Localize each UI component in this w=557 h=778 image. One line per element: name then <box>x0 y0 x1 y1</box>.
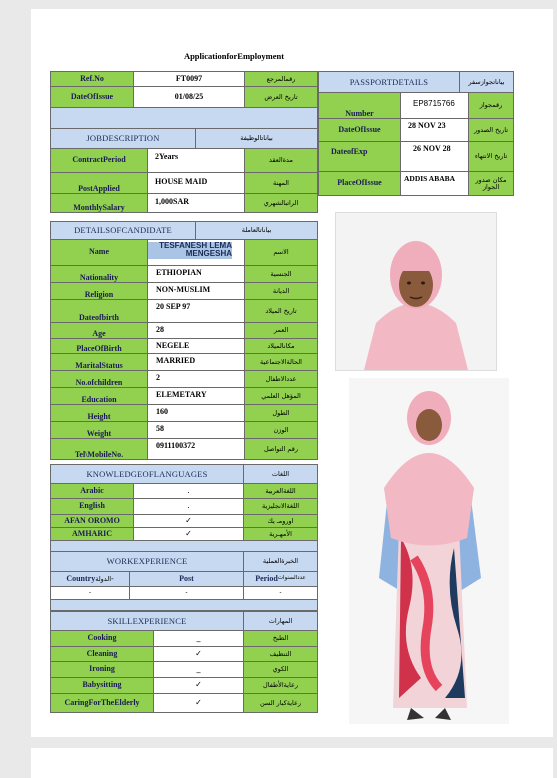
candidate-name-label: Name <box>50 239 148 266</box>
lang-afan-oromo-ar: اورومـ يك <box>243 514 318 528</box>
date-issue-ar: تاريخ العرض <box>244 86 318 108</box>
passport-exp-value: 26 NOV 28 <box>400 141 469 172</box>
passport-place-label: PlaceOfIssue <box>318 171 401 196</box>
ref-ar: رقمالمرجع <box>244 71 318 87</box>
candidate-placeofbirth-label: PlaceOfBirth <box>50 338 148 354</box>
col-country: Country الدولة - <box>50 571 130 587</box>
passport-issue-ar: تاريخ الصدور <box>468 118 514 142</box>
skill-cleaning-label: Cleaning <box>50 646 154 662</box>
passport-place-ar: مكان صدور الجواز <box>468 171 514 196</box>
passport-number-label: Number <box>318 92 401 119</box>
work-period-value: - <box>243 586 318 600</box>
skill-cooking-label: Cooking <box>50 630 154 647</box>
candidate-tel-mobileno--value: 0911100372 <box>147 438 245 460</box>
lang-arabic-ar: اللغةالعربية <box>243 483 318 499</box>
contract-period-ar: مدةالعقد <box>244 148 318 173</box>
lang-arabic-label: Arabic <box>50 483 134 499</box>
passport-issue-label: DateOfIssue <box>318 118 401 142</box>
work-country-value: - <box>50 586 130 600</box>
work-header: WORKEXPERIENCE <box>50 551 244 572</box>
post-applied-label: PostApplied <box>50 172 148 194</box>
languages-header-ar: اللغات <box>243 464 318 484</box>
lang-amharic-value: ✓ <box>133 527 244 541</box>
col-period-label: Period <box>255 573 278 583</box>
col-country-label: Country <box>66 573 96 583</box>
form-title: ApplicationforEmployment <box>183 51 285 61</box>
skill-caringfortheelderly-value: ✓ <box>153 693 244 713</box>
candidate-religion-ar: الديانة <box>244 282 318 300</box>
work-header-ar: الخبرةالعملية <box>243 551 318 572</box>
candidate-placeofbirth-ar: مكانالميلاد <box>244 338 318 354</box>
candidate-header: DETAILSOFCANDIDATE <box>50 221 196 240</box>
candidate-header-ar: بياناتالعاملة <box>195 221 318 240</box>
passport-header: PASSPORTDETAILS <box>318 71 460 93</box>
candidate-age-label: Age <box>50 322 148 339</box>
job-header-ar: بياناتالوظيفة <box>195 128 318 149</box>
candidate-nationality-ar: الجنسية <box>244 265 318 283</box>
lang-afan-oromo-value: ✓ <box>133 514 244 528</box>
candidate-education-label: Education <box>50 387 148 405</box>
post-applied-value: HOUSE MAID <box>147 172 245 194</box>
lang-amharic-label: AMHARIC <box>50 527 134 541</box>
candidate-dateofbirth-value: 20 SEP 97 <box>147 299 245 323</box>
candidate-placeofbirth-value: NEGELE <box>147 338 245 354</box>
skills-header-ar: المهارات <box>243 611 318 631</box>
skill-ironing-ar: الكوي <box>243 661 318 678</box>
candidate-name-value <box>147 239 245 266</box>
lang-amharic-ar: الأمهـرية <box>243 527 318 541</box>
candidate-height-ar: الطول <box>244 404 318 422</box>
skill-cooking-value: _ <box>153 630 244 647</box>
col-post: Post <box>129 571 244 587</box>
skill-ironing-value: _ <box>153 661 244 678</box>
candidate-weight-label: Weight <box>50 421 148 439</box>
full-body-photo <box>349 378 509 724</box>
candidate-name-ar: الاسم <box>244 239 318 266</box>
spacer-row <box>50 107 318 129</box>
col-period <box>243 571 318 587</box>
lang-arabic-value: . <box>133 483 244 499</box>
passport-header-ar: بياناتجوازسفر <box>459 71 514 93</box>
lang-english-ar: اللغةالانجليزية <box>243 498 318 515</box>
skill-caringfortheelderly-ar: رعايةكبار السن <box>243 693 318 713</box>
candidate-weight-ar: الوزن <box>244 421 318 439</box>
passport-place-value: ADDIS ABABA <box>400 171 469 196</box>
contract-period-value: 2Years <box>147 148 245 173</box>
candidate-education-value: ELEMETARY <box>147 387 245 405</box>
candidate-education-ar: المؤهل العلمي <box>244 387 318 405</box>
skill-ironing-label: Ironing <box>50 661 154 678</box>
candidate-name-highlight: TESFANESH LEMA MENGESHA <box>148 242 232 259</box>
candidate-religion-value: NON-MUSLIM <box>147 282 245 300</box>
skill-babysitting-label: Babysitting <box>50 677 154 694</box>
monthly-salary-label: MonthlySalary <box>50 193 148 213</box>
skill-cleaning-ar: التنظيف <box>243 646 318 662</box>
skill-babysitting-ar: رعايةالأطفال <box>243 677 318 694</box>
candidate-height-value: 160 <box>147 404 245 422</box>
col-period-ar: عددالسنوات <box>277 575 306 582</box>
date-issue-label: DateOfIssue <box>50 86 134 108</box>
work-spacer <box>50 599 318 611</box>
portrait-photo <box>335 212 497 371</box>
candidate-weight-value: 58 <box>147 421 245 439</box>
skill-cleaning-value: ✓ <box>153 646 244 662</box>
work-post-value: - <box>129 586 244 600</box>
languages-header: KNOWLEDGEOFLANGUAGES <box>50 464 244 484</box>
skill-cooking-ar: الطبخ <box>243 630 318 647</box>
col-country-ar: الدولة <box>95 574 112 583</box>
ref-value: FT0097 <box>133 71 245 87</box>
candidate-dateofbirth-label: Dateofbirth <box>50 299 148 323</box>
candidate-maritalstatus-label: MaritalStatus <box>50 353 148 371</box>
passport-issue-value: 28 NOV 23 <box>400 118 469 142</box>
monthly-salary-ar: الراتبالشهري <box>244 193 318 213</box>
candidate-nationality-label: Nationality <box>50 265 148 283</box>
candidate-tel-mobileno--label: Tel\MobileNo. <box>50 438 148 460</box>
contract-period-label: ContractPeriod <box>50 148 148 173</box>
candidate-age-value: 28 <box>147 322 245 339</box>
candidate-nationality-value: ETHIOPIAN <box>147 265 245 283</box>
candidate-no-ofchildren-value: 2 <box>147 370 245 388</box>
candidate-dateofbirth-ar: تاريخ الميلاد <box>244 299 318 323</box>
passport-number-ar: رقمجواز <box>468 92 514 119</box>
post-applied-ar: المهنة <box>244 172 318 194</box>
candidate-tel-mobileno--ar: رقم التواصل <box>244 438 318 460</box>
skill-babysitting-value: ✓ <box>153 677 244 694</box>
lang-english-value: . <box>133 498 244 515</box>
candidate-religion-label: Religion <box>50 282 148 300</box>
candidate-height-label: Height <box>50 404 148 422</box>
lang-english-label: English <box>50 498 134 515</box>
ref-label: Ref.No <box>50 71 134 87</box>
candidate-no-ofchildren-label: No.ofchildren <box>50 370 148 388</box>
portrait-photo-graphic <box>336 213 496 370</box>
next-page <box>31 748 553 778</box>
job-header: JOBDESCRIPTION <box>50 128 196 149</box>
skill-caringfortheelderly-label: CaringForTheElderly <box>50 693 154 713</box>
full-body-photo-graphic <box>349 378 509 724</box>
passport-number-value: EP8715766 <box>400 92 469 119</box>
passport-exp-ar: تاريخ الانتهاء <box>468 141 514 172</box>
candidate-age-ar: العمر <box>244 322 318 339</box>
candidate-maritalstatus-ar: الحالةالاجتماعية <box>244 353 318 371</box>
skills-header: SKILLEXPERIENCE <box>50 611 244 631</box>
candidate-maritalstatus-value: MARRIED <box>147 353 245 371</box>
candidate-no-ofchildren-ar: عددالاطفال <box>244 370 318 388</box>
date-issue-value: 01/08/25 <box>133 86 245 108</box>
monthly-salary-value: 1,000SAR <box>147 193 245 213</box>
lang-afan-oromo-label: AFAN OROMO <box>50 514 134 528</box>
passport-exp-label: DateofExp <box>318 141 401 172</box>
